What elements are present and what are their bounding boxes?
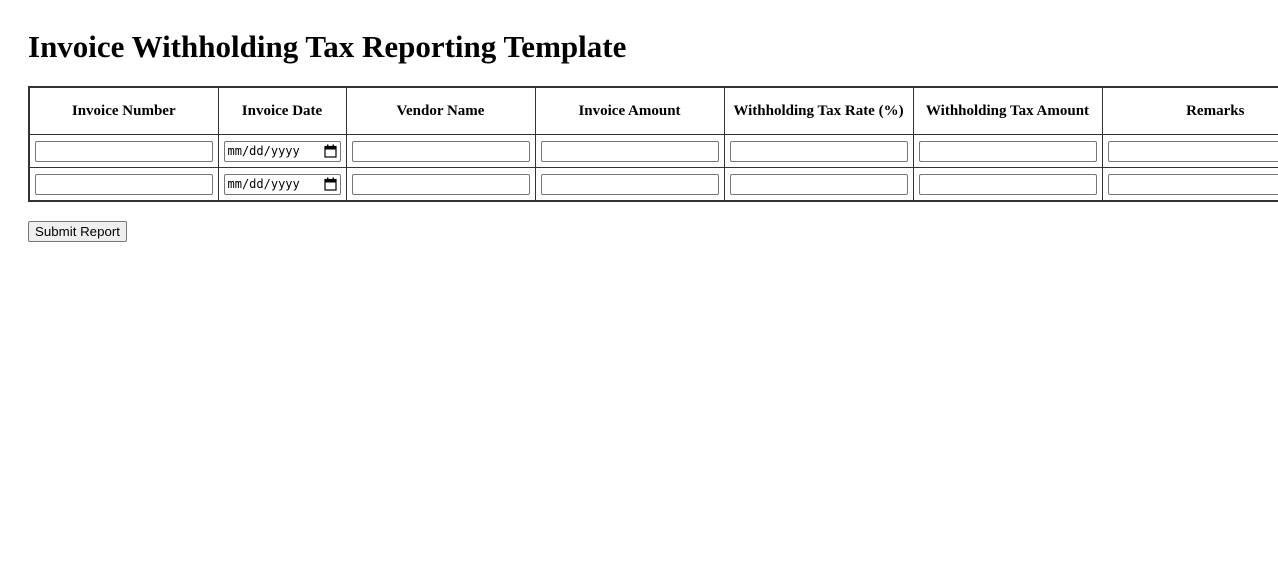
invoice-number-input[interactable] xyxy=(35,174,213,195)
table-cell xyxy=(724,168,913,202)
column-header-remarks: Remarks xyxy=(1102,87,1278,135)
table-row xyxy=(29,168,1278,202)
column-header-invoice-number: Invoice Number xyxy=(29,87,218,135)
invoice-amount-input[interactable] xyxy=(541,141,719,162)
invoice-amount-input[interactable] xyxy=(541,174,719,195)
tax-amount-input[interactable] xyxy=(919,141,1097,162)
table-cell xyxy=(535,168,724,202)
calendar-icon[interactable] xyxy=(324,144,337,158)
table-cell xyxy=(913,168,1102,202)
date-placeholder: mm/dd/yyyy xyxy=(227,177,300,191)
remarks-input[interactable] xyxy=(1108,141,1278,162)
column-header-tax-amount: Withholding Tax Amount xyxy=(913,87,1102,135)
table-cell xyxy=(218,168,346,202)
table-cell xyxy=(1102,168,1278,202)
submit-report-button[interactable]: Submit Report xyxy=(28,221,127,242)
column-header-invoice-date: Invoice Date xyxy=(218,87,346,135)
tax-rate-input[interactable] xyxy=(730,141,908,162)
table-row xyxy=(29,135,1278,168)
column-header-invoice-amount: Invoice Amount xyxy=(535,87,724,135)
vendor-name-input[interactable] xyxy=(352,141,530,162)
column-header-tax-rate: Withholding Tax Rate (%) xyxy=(724,87,913,135)
column-header-vendor-name: Vendor Name xyxy=(346,87,535,135)
table-container xyxy=(28,86,1278,202)
vendor-name-input[interactable] xyxy=(352,174,530,195)
page-title: Invoice Withholding Tax Reporting Template xyxy=(28,29,627,64)
remarks-input[interactable] xyxy=(1108,174,1278,195)
table-cell xyxy=(346,168,535,202)
table-cell xyxy=(913,135,1102,168)
tax-rate-input[interactable] xyxy=(730,174,908,195)
table-cell xyxy=(1102,135,1278,168)
invoice-date-input[interactable] xyxy=(224,174,341,195)
invoice-number-input[interactable] xyxy=(35,141,213,162)
table-cell xyxy=(218,135,346,168)
header-row xyxy=(29,87,1278,135)
table-cell xyxy=(346,135,535,168)
table-cell xyxy=(535,135,724,168)
date-placeholder: mm/dd/yyyy xyxy=(227,144,300,158)
tax-amount-input[interactable] xyxy=(919,174,1097,195)
calendar-icon[interactable] xyxy=(324,177,337,191)
table-cell xyxy=(29,135,218,168)
table-cell xyxy=(724,135,913,168)
invoice-date-input[interactable] xyxy=(224,141,341,162)
invoice-table xyxy=(28,86,1278,202)
table-cell xyxy=(29,168,218,202)
